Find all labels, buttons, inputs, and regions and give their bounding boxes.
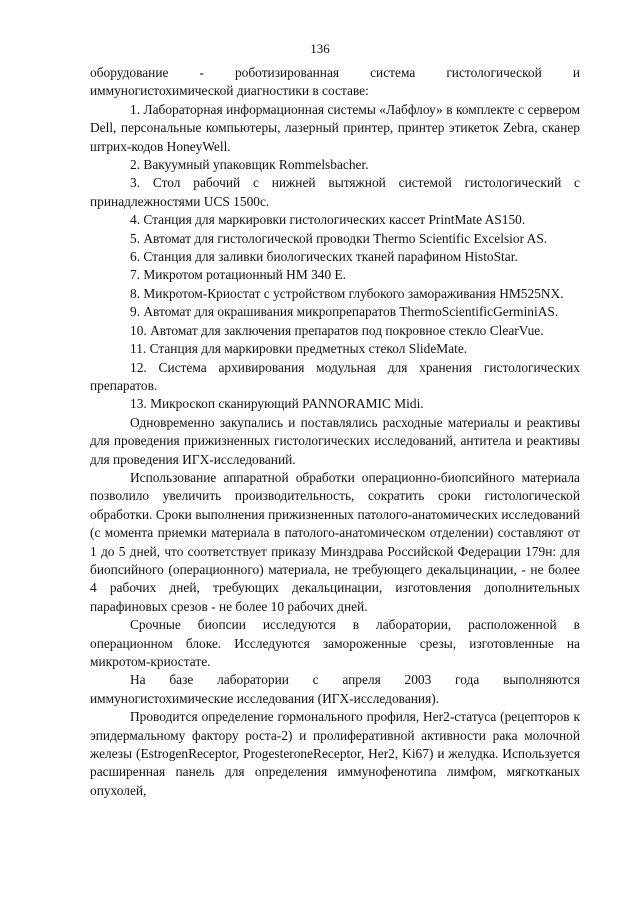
paragraph: 13. Микроскоп сканирующий PANNORAMIC Midi. [130, 396, 424, 412]
paragraph: 9. Автомат для окрашивания микропрепаратов ThermoScientificGerminiAS. [130, 304, 559, 320]
paragraph: 2. Вакуумный упаковщик Rommelsbacher. [130, 157, 369, 173]
paragraph: 1. Лабораторная информационная системы «Лабфлоу» в комплекте с сервером Dell, персональные компьютеры, лазерный принтер, принтер этикеток Zebra, сканер штрих-кодов HoneyWell. [90, 101, 580, 154]
body-text [90, 64, 580, 800]
paragraph: Проводится определение гормонального профиля, Her2-статуса (рецепторов к эпидермальному фактору роста-2) и пролиферативной активности рака молочной железы (EstrogenReceptor, ProgesteroneReceptor, Her2, Ki67) и желудка. Используется расширенная панель для определения иммунофенотипа лимфом, мягкотканых опухолей, [90, 709, 580, 798]
paragraph: 6. Станция для заливки биологических тканей парафином HistoStar. [130, 249, 518, 265]
paragraph: 3. Стол рабочий с нижней вытяжной системой гистологический с принадлежностями UCS 1500с. [90, 175, 580, 209]
paragraph: оборудование - роботизированная система гистологической и иммуногистохимической диагностики в составе: [90, 65, 580, 99]
paragraph: На базе лаборатории с апреля 2003 года выполняются иммуногистохимические исследования (ИГХ-исследования). [90, 672, 580, 706]
paragraph: 12. Система архивирования модульная для хранения гистологических препаратов. [90, 359, 580, 393]
paragraph: 11. Станция для маркировки предметных стекол SlideMate. [130, 341, 468, 357]
paragraph: Одновременно закупались и поставлялись расходные материалы и реактивы для проведения прижизненных гистологических исследований, антитела и реактивы для проведения ИГХ-исследований. [90, 414, 580, 467]
paragraph: 7. Микротом ротационный HM 340 E. [130, 267, 347, 283]
paragraph: 8. Микротом-Криостат с устройством глубокого замораживания HM525NX. [130, 285, 564, 301]
paragraph: Срочные биопсии исследуются в лаборатории, расположенной в операционном блоке. Исследуются замороженные срезы, изготовленные на микротом-криостате. [90, 617, 580, 669]
paragraph: 5. Автомат для гистологической проводки Thermo Scientific Excelsior AS. [130, 230, 548, 246]
page-number: 136 [310, 41, 330, 56]
paragraph: 4. Станция для маркировки гистологических кассет PrintMate AS150. [130, 212, 526, 228]
paragraph: 10. Автомат для заключения препаратов под покровное стекло ClearVue. [130, 322, 544, 338]
paragraph: Использование аппаратной обработки операционно-биопсийного материала позволило увеличить производительность, сократить сроки гистологической обработки. Сроки выполнения прижизненных патолого-анатомических исследований (с момента приемки материала в патолого-анатомическом отделении) составляют от 1 до 5 дней, что соответствует приказу Минздрава Российской Федерации 179н: для биопсийного (операционного) материала, не требующего декальцинации, - не более 4 рабочих дней, требующих декальцинации, изготовления дополнительных парафиновых срезов - не более 10 рабочих дней. [90, 469, 580, 614]
